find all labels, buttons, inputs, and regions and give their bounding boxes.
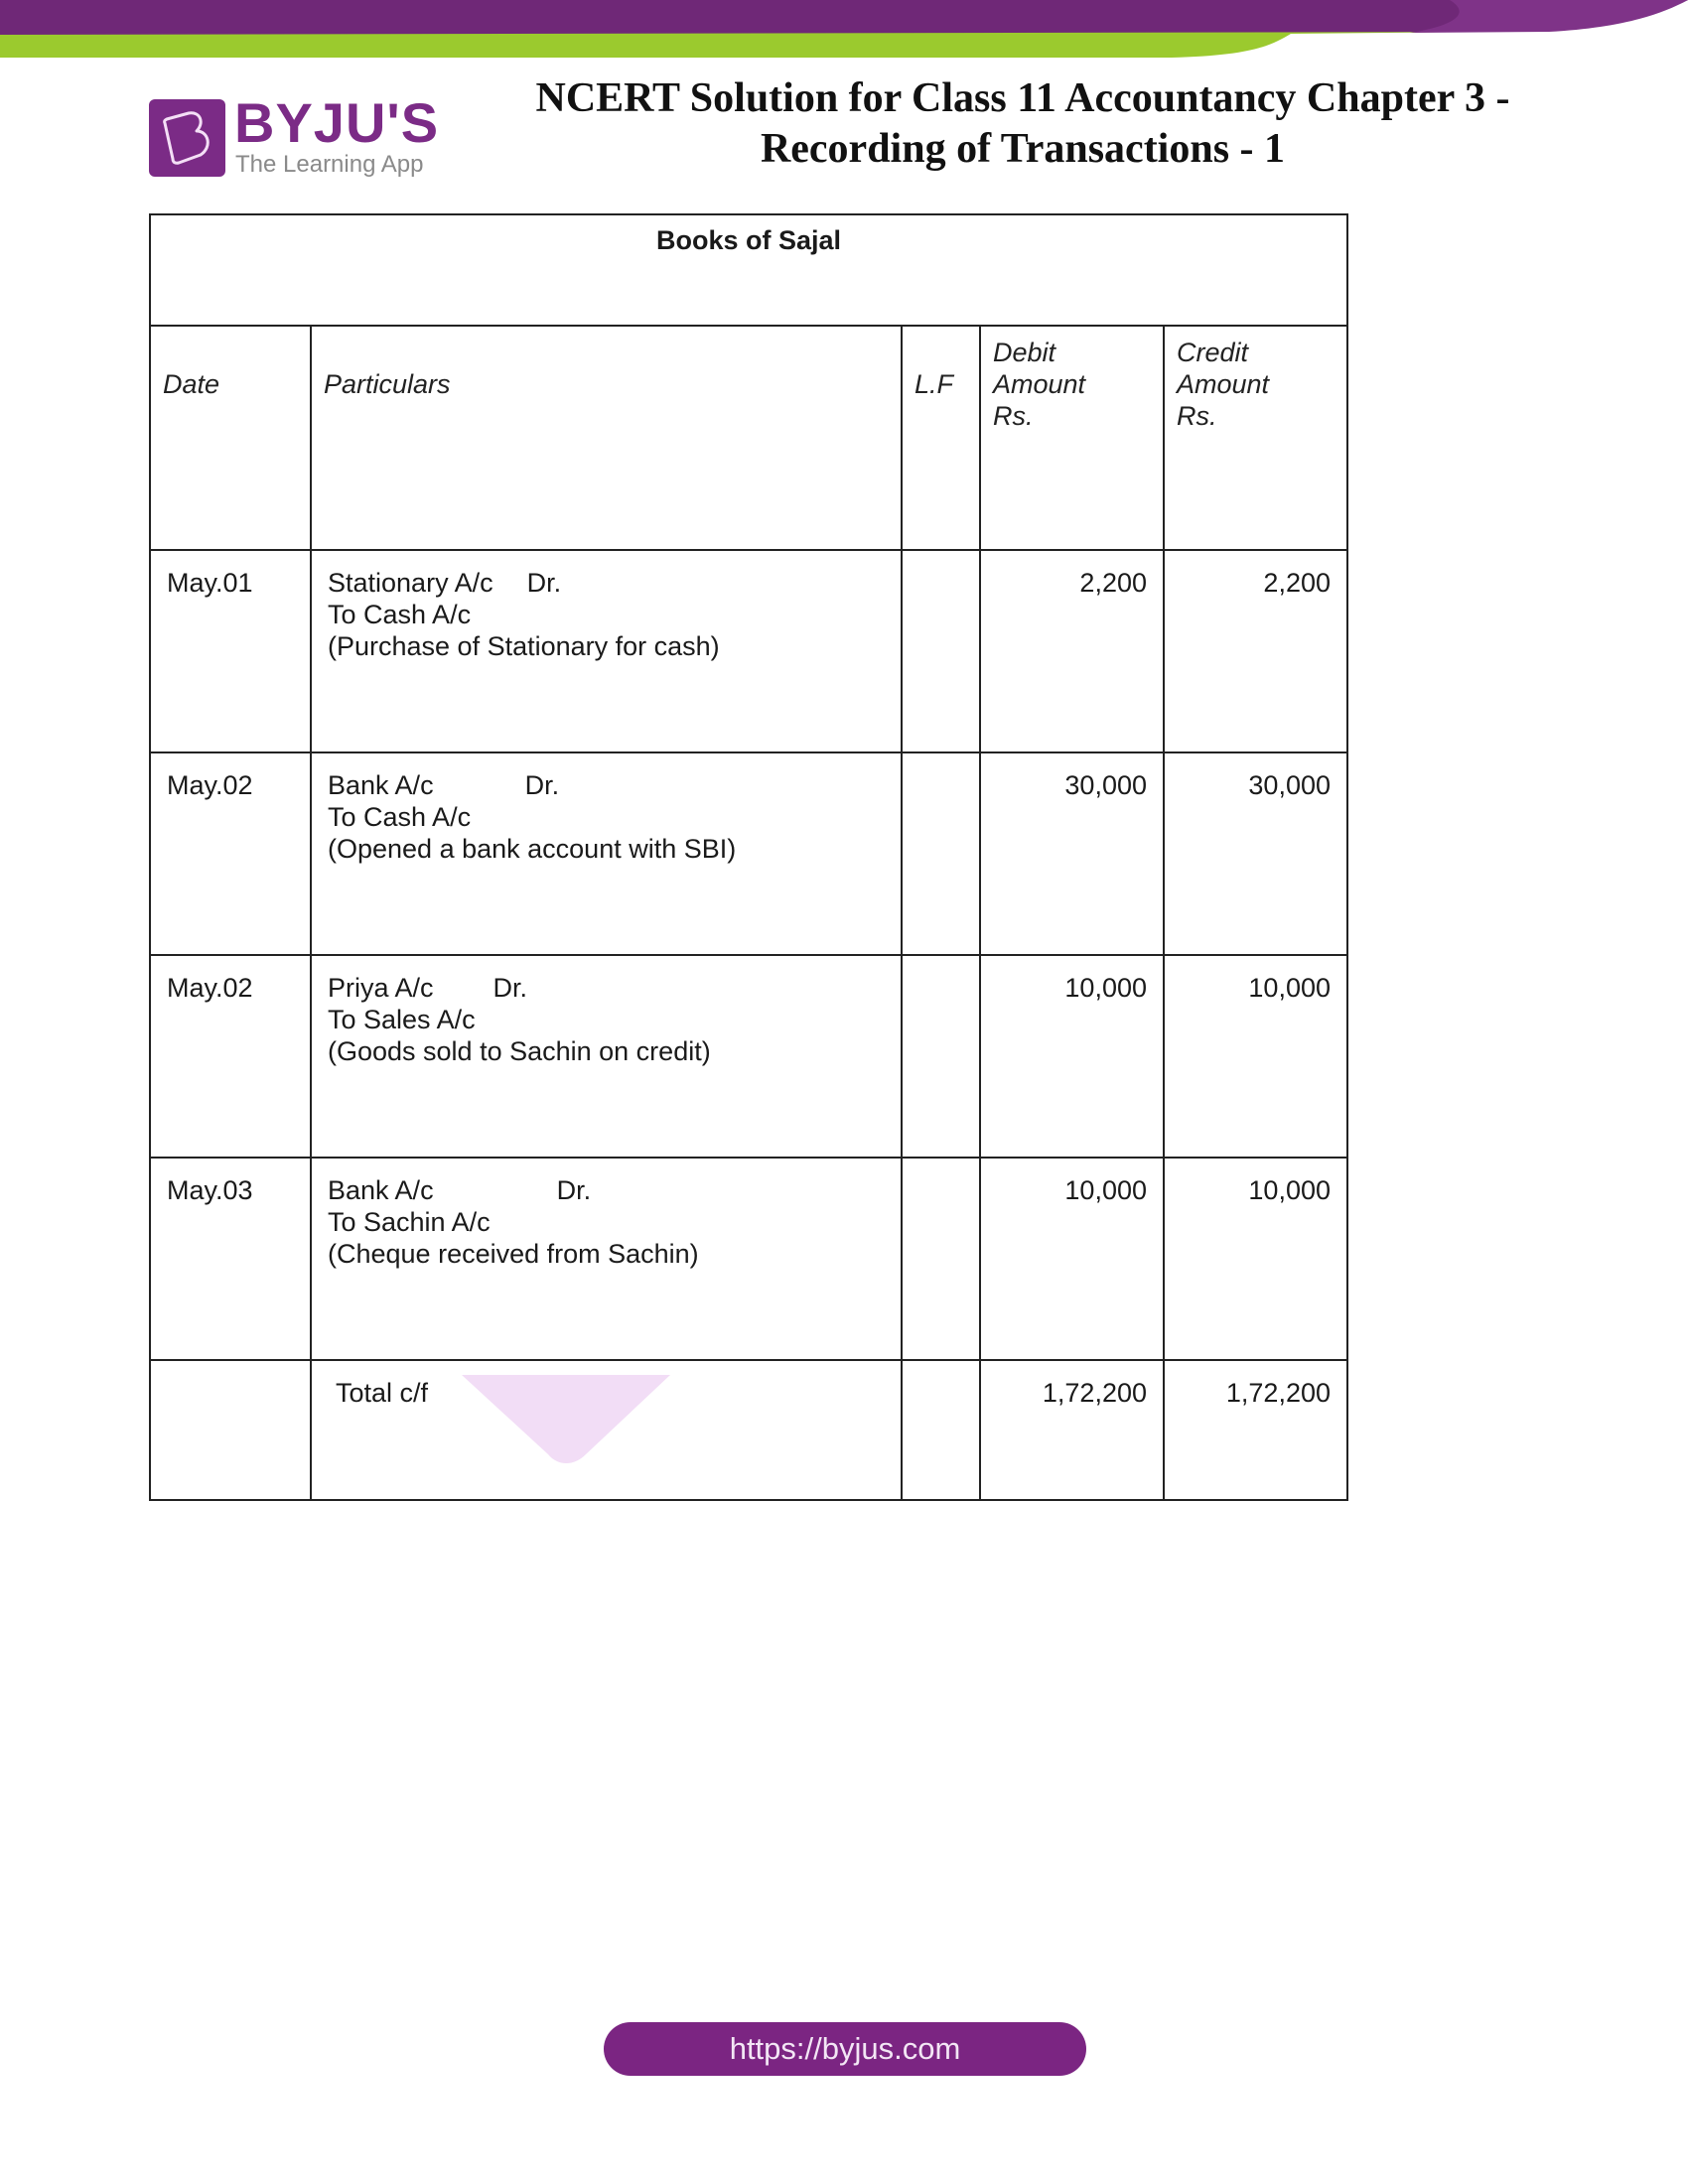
entry-debit-amount: 10,000 [980, 955, 1164, 1158]
footer-url-link[interactable]: https://byjus.com [604, 2022, 1086, 2076]
journal-caption-cell [150, 214, 1347, 326]
column-header-particulars: Particulars [311, 326, 902, 550]
entry-credit-amount: 2,200 [1164, 550, 1347, 752]
entry-debit-amount: 30,000 [980, 752, 1164, 955]
debit-header-line-1: Debit [993, 338, 1056, 367]
credit-header-line-3: Rs. [1177, 401, 1217, 431]
debit-account: Priya A/c [328, 973, 434, 1003]
credit-account: To Sales A/c [328, 1005, 476, 1034]
debit-header-line-2: Amount [993, 369, 1086, 399]
entry-lf [902, 550, 980, 752]
total-label: Total c/f [311, 1360, 902, 1500]
total-credit-amount: 1,72,200 [1164, 1360, 1347, 1500]
debit-account-line [328, 1174, 885, 1206]
debit-account: Bank A/c [328, 1175, 434, 1205]
total-lf-empty [902, 1360, 980, 1500]
dr-marker: Dr. [556, 1175, 592, 1205]
credit-header-line-2: Amount [1177, 369, 1270, 399]
entry-particulars [311, 752, 902, 955]
credit-account: To Cash A/c [328, 802, 472, 832]
table-row [150, 1158, 1347, 1360]
entry-credit-amount: 10,000 [1164, 1158, 1347, 1360]
credit-header-line-1: Credit [1177, 338, 1249, 367]
byjus-b-logo-icon [149, 99, 225, 177]
journal-caption: Books of Sajal [655, 225, 842, 255]
entry-lf [902, 1158, 980, 1360]
entry-particulars [311, 1158, 902, 1360]
table-row [150, 550, 1347, 752]
narration: (Cheque received from Sachin) [328, 1239, 699, 1269]
debit-account-line [328, 567, 885, 599]
entry-particulars [311, 955, 902, 1158]
journal-table [149, 213, 1348, 1501]
debit-account-line [328, 972, 885, 1004]
header-row [150, 326, 1347, 550]
table-row [150, 955, 1347, 1158]
entry-date: May.03 [150, 1158, 311, 1360]
narration: (Purchase of Stationary for cash) [328, 631, 720, 661]
entry-debit-amount: 10,000 [980, 1158, 1164, 1360]
dr-marker: Dr. [526, 568, 562, 598]
entry-lf [902, 752, 980, 955]
brand-tagline: The Learning App [235, 151, 424, 178]
entry-debit-amount: 2,200 [980, 550, 1164, 752]
entry-date: May.01 [150, 550, 311, 752]
total-date-empty [150, 1360, 311, 1500]
debit-account-line [328, 769, 885, 801]
page-title-line-2: Recording of Transactions - 1 [760, 126, 1286, 172]
entry-credit-amount: 10,000 [1164, 955, 1347, 1158]
entry-particulars [311, 550, 902, 752]
column-header-debit [980, 326, 1164, 550]
dr-marker: Dr. [524, 770, 560, 800]
table-row [150, 752, 1347, 955]
total-debit-amount: 1,72,200 [980, 1360, 1164, 1500]
debit-account: Bank A/c [328, 770, 434, 800]
header-wave-band [0, 0, 1688, 69]
entry-lf [902, 955, 980, 1158]
column-header-credit [1164, 326, 1347, 550]
column-header-lf: L.F [902, 326, 980, 550]
narration: (Goods sold to Sachin on credit) [328, 1036, 711, 1066]
page-title [516, 73, 1529, 175]
credit-account: To Cash A/c [328, 600, 472, 629]
dr-marker: Dr. [492, 973, 528, 1003]
page-title-line-1: NCERT Solution for Class 11 Accountancy Chapter 3 - [535, 75, 1510, 121]
entry-credit-amount: 30,000 [1164, 752, 1347, 955]
brand-name: BYJU'S [234, 91, 440, 154]
debit-header-line-3: Rs. [993, 401, 1034, 431]
column-header-date: Date [150, 326, 311, 550]
narration: (Opened a bank account with SBI) [328, 834, 737, 864]
debit-account: Stationary A/c [328, 568, 493, 598]
entry-date: May.02 [150, 955, 311, 1158]
entry-date: May.02 [150, 752, 311, 955]
credit-account: To Sachin A/c [328, 1207, 491, 1237]
byjus-logo [149, 91, 440, 179]
total-row [150, 1360, 1347, 1500]
